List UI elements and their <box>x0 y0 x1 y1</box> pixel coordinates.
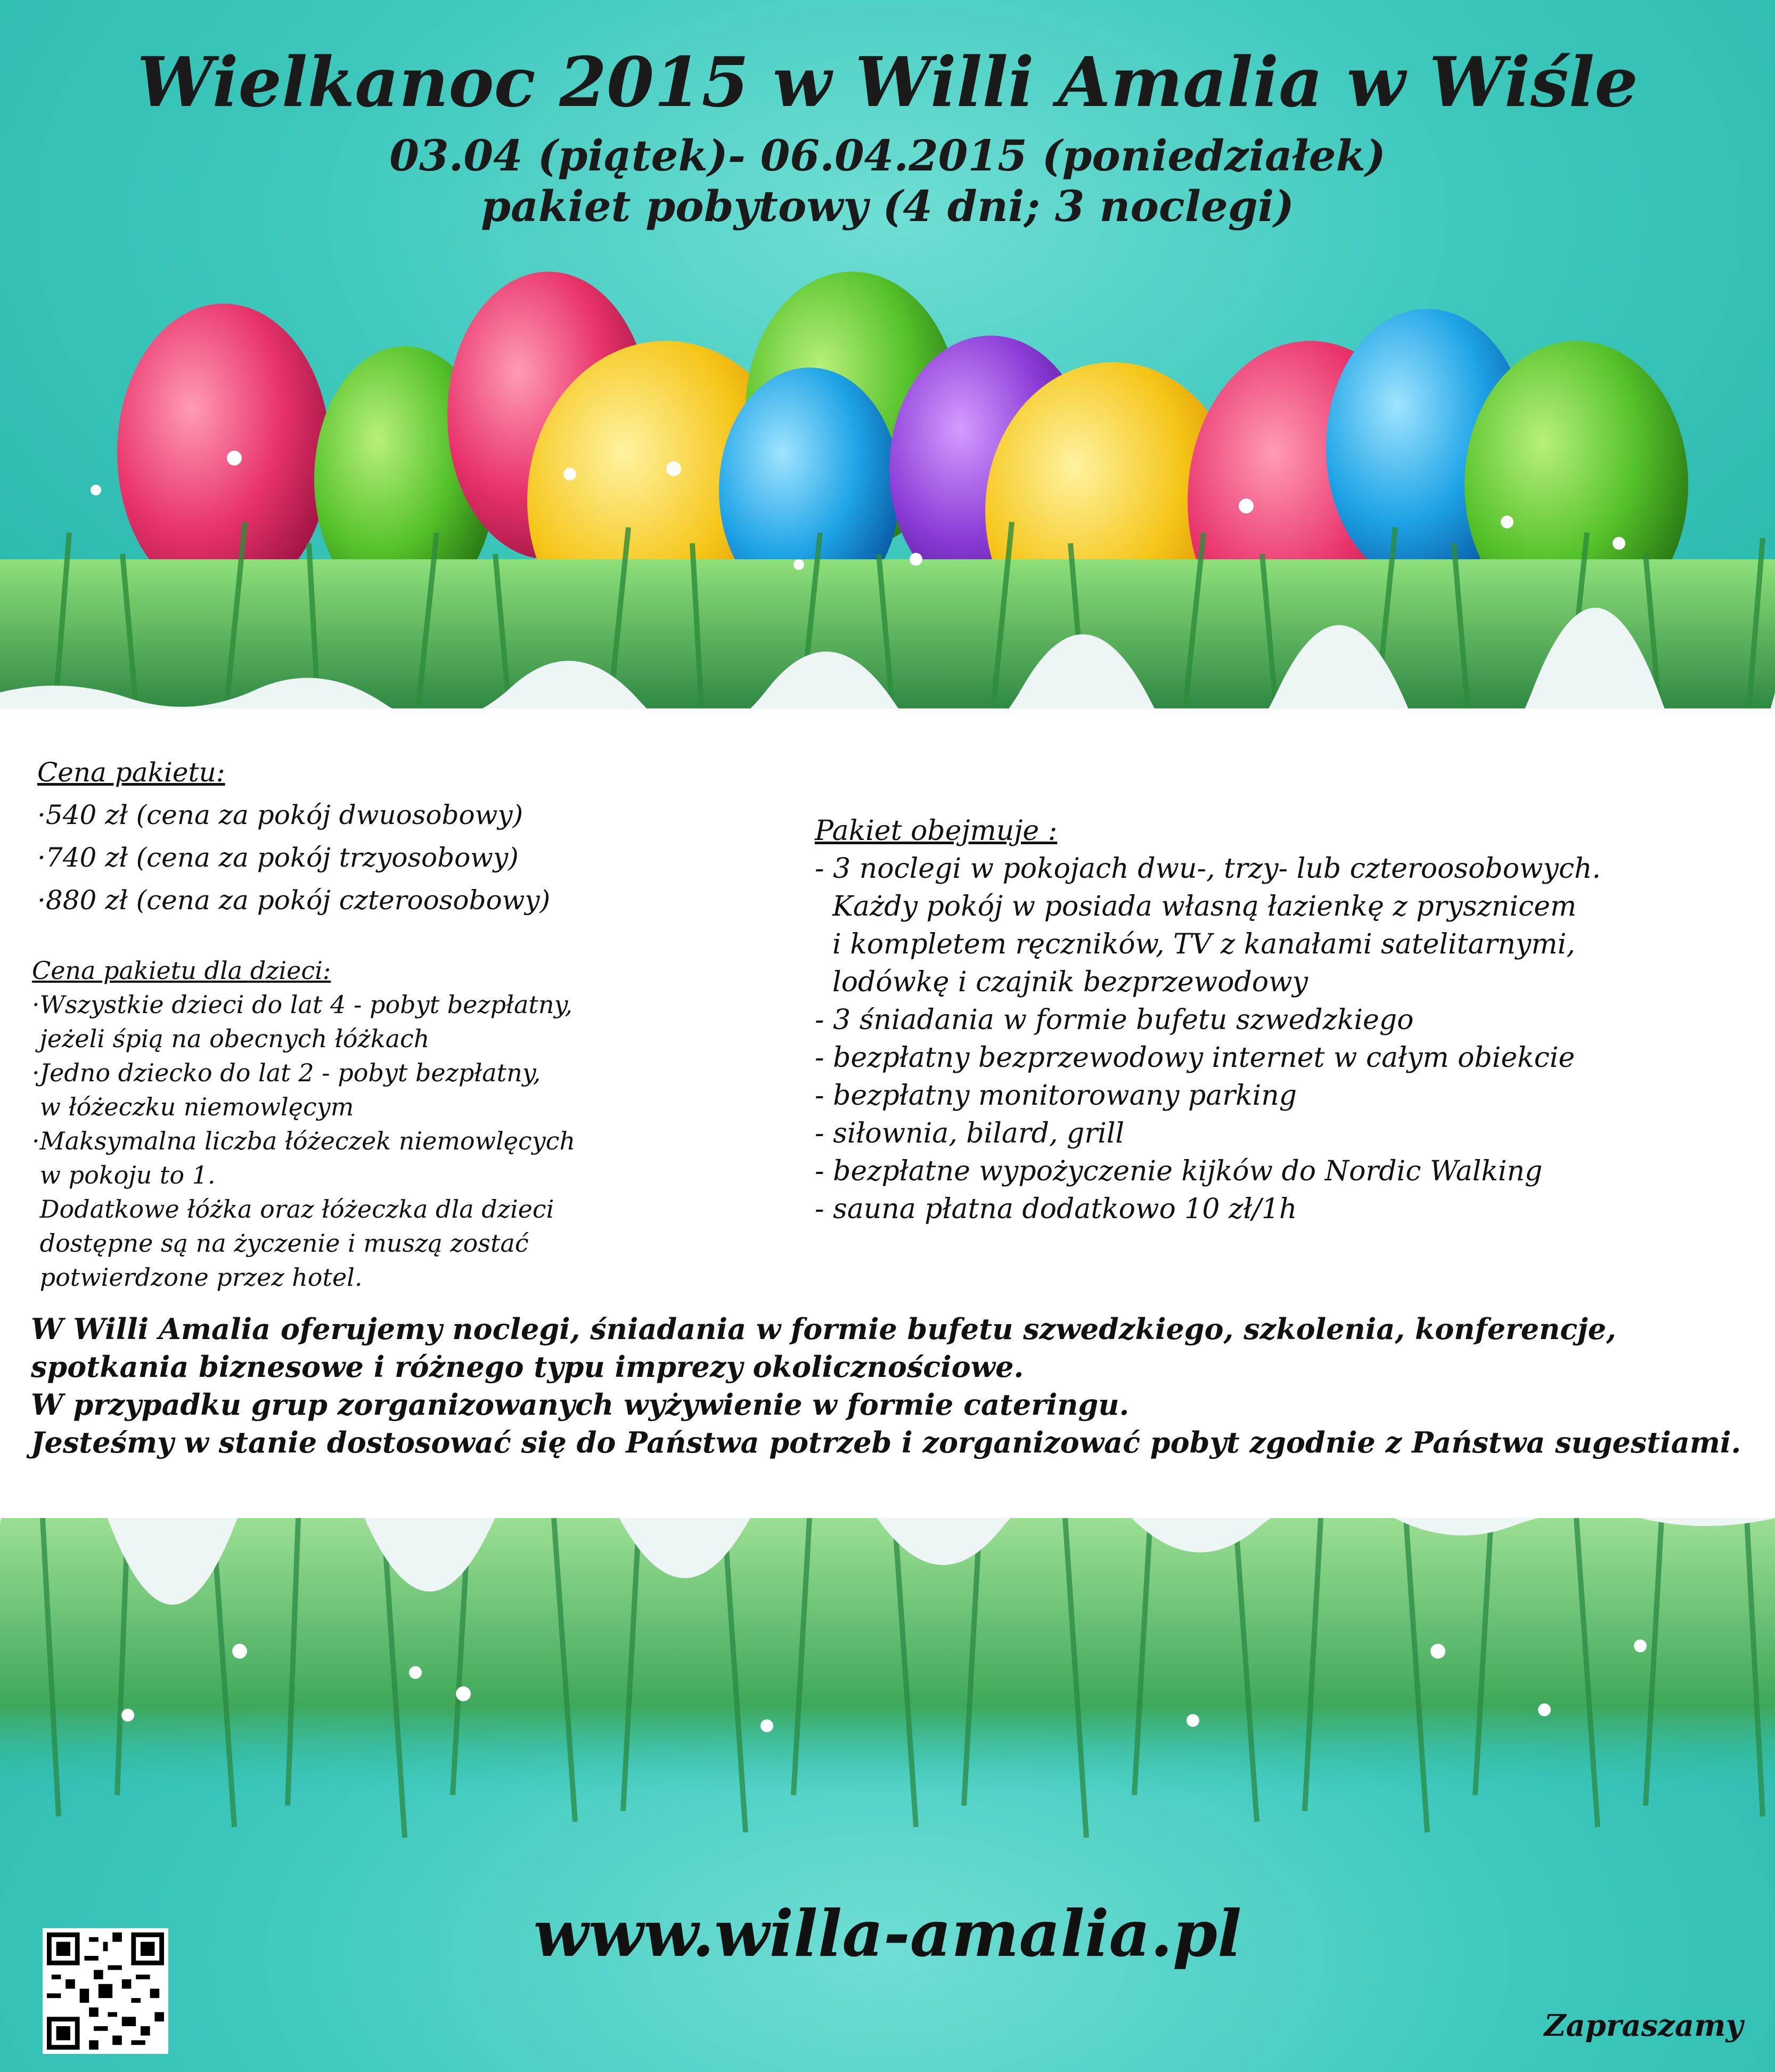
kids-line: ·Maksymalna liczba łóżeczek niemowlęcych <box>32 1127 576 1155</box>
price-item: ·540 zł (cena za pokój dwuosobowy) <box>37 800 523 830</box>
price-item: ·740 zł (cena za pokój trzyosobowy) <box>37 842 519 873</box>
kids-line: ·Jedno dziecko do lat 2 - pobyt bezpłatny, <box>32 1058 541 1087</box>
poster-title: Wielkanoc 2015 w Willi Amalia w Wiśle <box>137 43 1638 123</box>
info-line: W Willi Amalia oferujemy noclegi, śniadania w formie bufetu szwedzkiego, szkolenia, konferencje, <box>31 1312 1616 1346</box>
kids-price-section <box>32 953 575 1294</box>
includes-line: - siłownia, bilard, grill <box>815 1117 1125 1149</box>
easter-eggs-illustration <box>0 256 1775 735</box>
package-subtitle: pakiet pobytowy (4 dni; 3 noclegi) <box>481 181 1294 231</box>
kids-line: w pokoju to 1. <box>32 1161 216 1189</box>
kids-heading: Cena pakietu dla dzieci: <box>32 956 331 985</box>
price-heading: Cena pakietu: <box>37 757 225 788</box>
includes-line: Każdy pokój w posiada własną łazienkę z prysznicem <box>815 891 1577 923</box>
includes-line: - bezpłatny bezprzewodowy internet w całym obiekcie <box>815 1042 1575 1074</box>
pink-egg <box>117 304 330 602</box>
event-dates: 03.04 (piątek)- 06.04.2015 (poniedziałek) <box>389 130 1386 181</box>
kids-line: potwierdzone przez hotel. <box>32 1263 363 1292</box>
kids-line: Dodatkowe łóżka oraz łóżeczka dla dzieci <box>32 1195 554 1223</box>
includes-line: - bezpłatne wypożyczenie kijków do Nordic Walking <box>815 1155 1543 1187</box>
info-line: spotkania biznesowe i różnego typu imprezy okolicznościowe. <box>31 1350 1024 1384</box>
package-includes-section <box>815 812 1601 1228</box>
price-item: ·880 zł (cena za pokój czteroosobowy) <box>37 885 551 916</box>
kids-line: ·Wszystkie dzieci do lat 4 - pobyt bezpłatny, <box>32 990 573 1019</box>
price-section <box>37 751 550 921</box>
info-line: Jesteśmy w stanie dostosować się do Państwa potrzeb i zorganizować pobyt zgodnie z Państwa sugestiami. <box>31 1425 1741 1459</box>
kids-line: w łóżeczku niemowlęcym <box>32 1092 354 1121</box>
website-url[interactable]: www.willa-amalia.pl <box>533 1896 1242 1971</box>
info-paragraph <box>31 1310 1741 1462</box>
includes-line: - sauna płatna dodatkowo 10 zł/1h <box>815 1193 1297 1225</box>
kids-line: jeżeli śpią na obecnych łóżkach <box>32 1024 430 1053</box>
info-line: W przypadku grup zorganizowanych wyżywienie w formie cateringu. <box>31 1388 1130 1422</box>
includes-line: - 3 noclegi w pokojach dwu-, trzy- lub czteroosobowych. <box>815 853 1601 885</box>
includes-heading: Pakiet obejmuje : <box>815 815 1058 847</box>
kids-line: dostępne są na życzenie i muszą zostać <box>32 1229 529 1258</box>
includes-line: i kompletem ręczników, TV z kanałami satelitarnymi, <box>815 928 1575 960</box>
includes-line: - 3 śniadania w formie bufetu szwedzkiego <box>815 1004 1414 1036</box>
includes-line: lodówkę i czajnik bezprzewodowy <box>815 966 1308 998</box>
invite-text: Zapraszamy <box>1544 2008 1743 2043</box>
includes-line: - bezpłatny monitorowany parking <box>815 1080 1297 1112</box>
bottom-grass-illustration <box>0 1497 1775 1912</box>
